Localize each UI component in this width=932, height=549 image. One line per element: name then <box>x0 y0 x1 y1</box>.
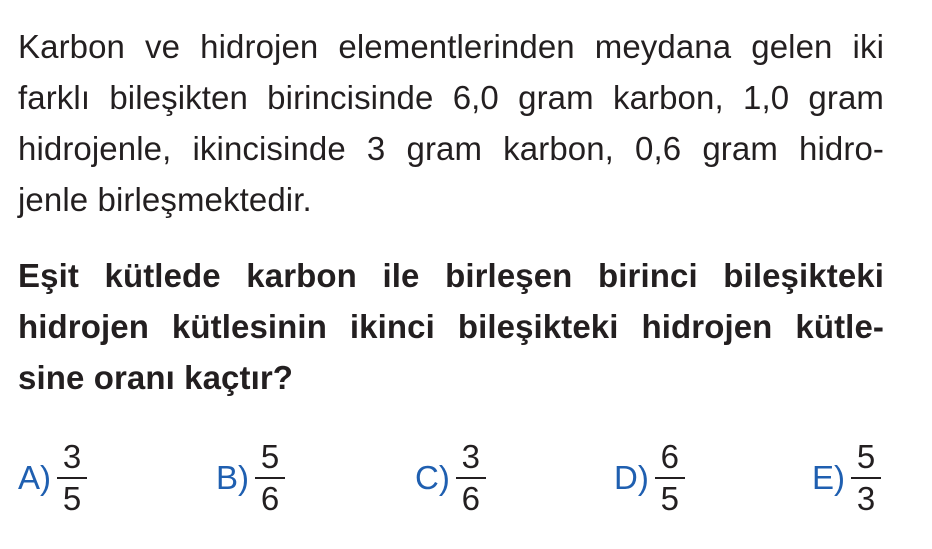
passage-line-3: hidrojenle, ikincisinde 3 gram karbon, 0,6 gram hidro- <box>18 130 884 167</box>
option-c[interactable] <box>415 438 486 518</box>
fraction-bar <box>456 477 486 479</box>
option-a-denominator: 5 <box>62 480 82 517</box>
option-b-fraction <box>255 439 285 517</box>
option-e-label: E) <box>812 459 845 496</box>
option-c-fraction <box>456 439 486 517</box>
option-d-label: D) <box>614 459 649 496</box>
option-d[interactable] <box>614 438 685 518</box>
passage-line-1: Karbon ve hidrojen elementlerinden meydana gelen iki <box>18 28 884 65</box>
passage-line-2: farklı bileşikten birincisinde 6,0 gram karbon, 1,0 gram <box>18 79 884 116</box>
option-d-numerator: 6 <box>660 438 679 475</box>
option-d-denominator: 5 <box>660 480 679 517</box>
option-c-label: C) <box>415 459 450 496</box>
option-a[interactable] <box>18 438 87 518</box>
question-line-3: sine oranı kaçtır? <box>18 359 294 396</box>
option-b-numerator: 5 <box>260 438 280 475</box>
option-b[interactable] <box>216 438 285 518</box>
fraction-bar <box>57 477 87 479</box>
option-d-fraction <box>655 439 685 517</box>
question-line-2: hidrojen kütlesinin ikinci bileşikteki hidrojen kütle- <box>18 308 884 345</box>
question-line-1: Eşit kütlede karbon ile birleşen birinci bileşikteki <box>18 257 884 294</box>
option-b-denominator: 6 <box>260 480 280 517</box>
option-e[interactable] <box>812 438 881 518</box>
option-c-denominator: 6 <box>461 480 480 517</box>
option-a-numerator: 3 <box>62 438 82 475</box>
passage-line-4: jenle birleşmektedir. <box>18 181 312 218</box>
option-a-label: A) <box>18 459 51 496</box>
option-e-denominator: 3 <box>856 480 876 517</box>
option-c-numerator: 3 <box>461 438 480 475</box>
option-a-fraction <box>57 439 87 517</box>
option-b-label: B) <box>216 459 249 496</box>
option-e-fraction <box>851 439 881 517</box>
fraction-bar <box>255 477 285 479</box>
option-e-numerator: 5 <box>856 438 876 475</box>
fraction-bar <box>655 477 685 479</box>
fraction-bar <box>851 477 881 479</box>
